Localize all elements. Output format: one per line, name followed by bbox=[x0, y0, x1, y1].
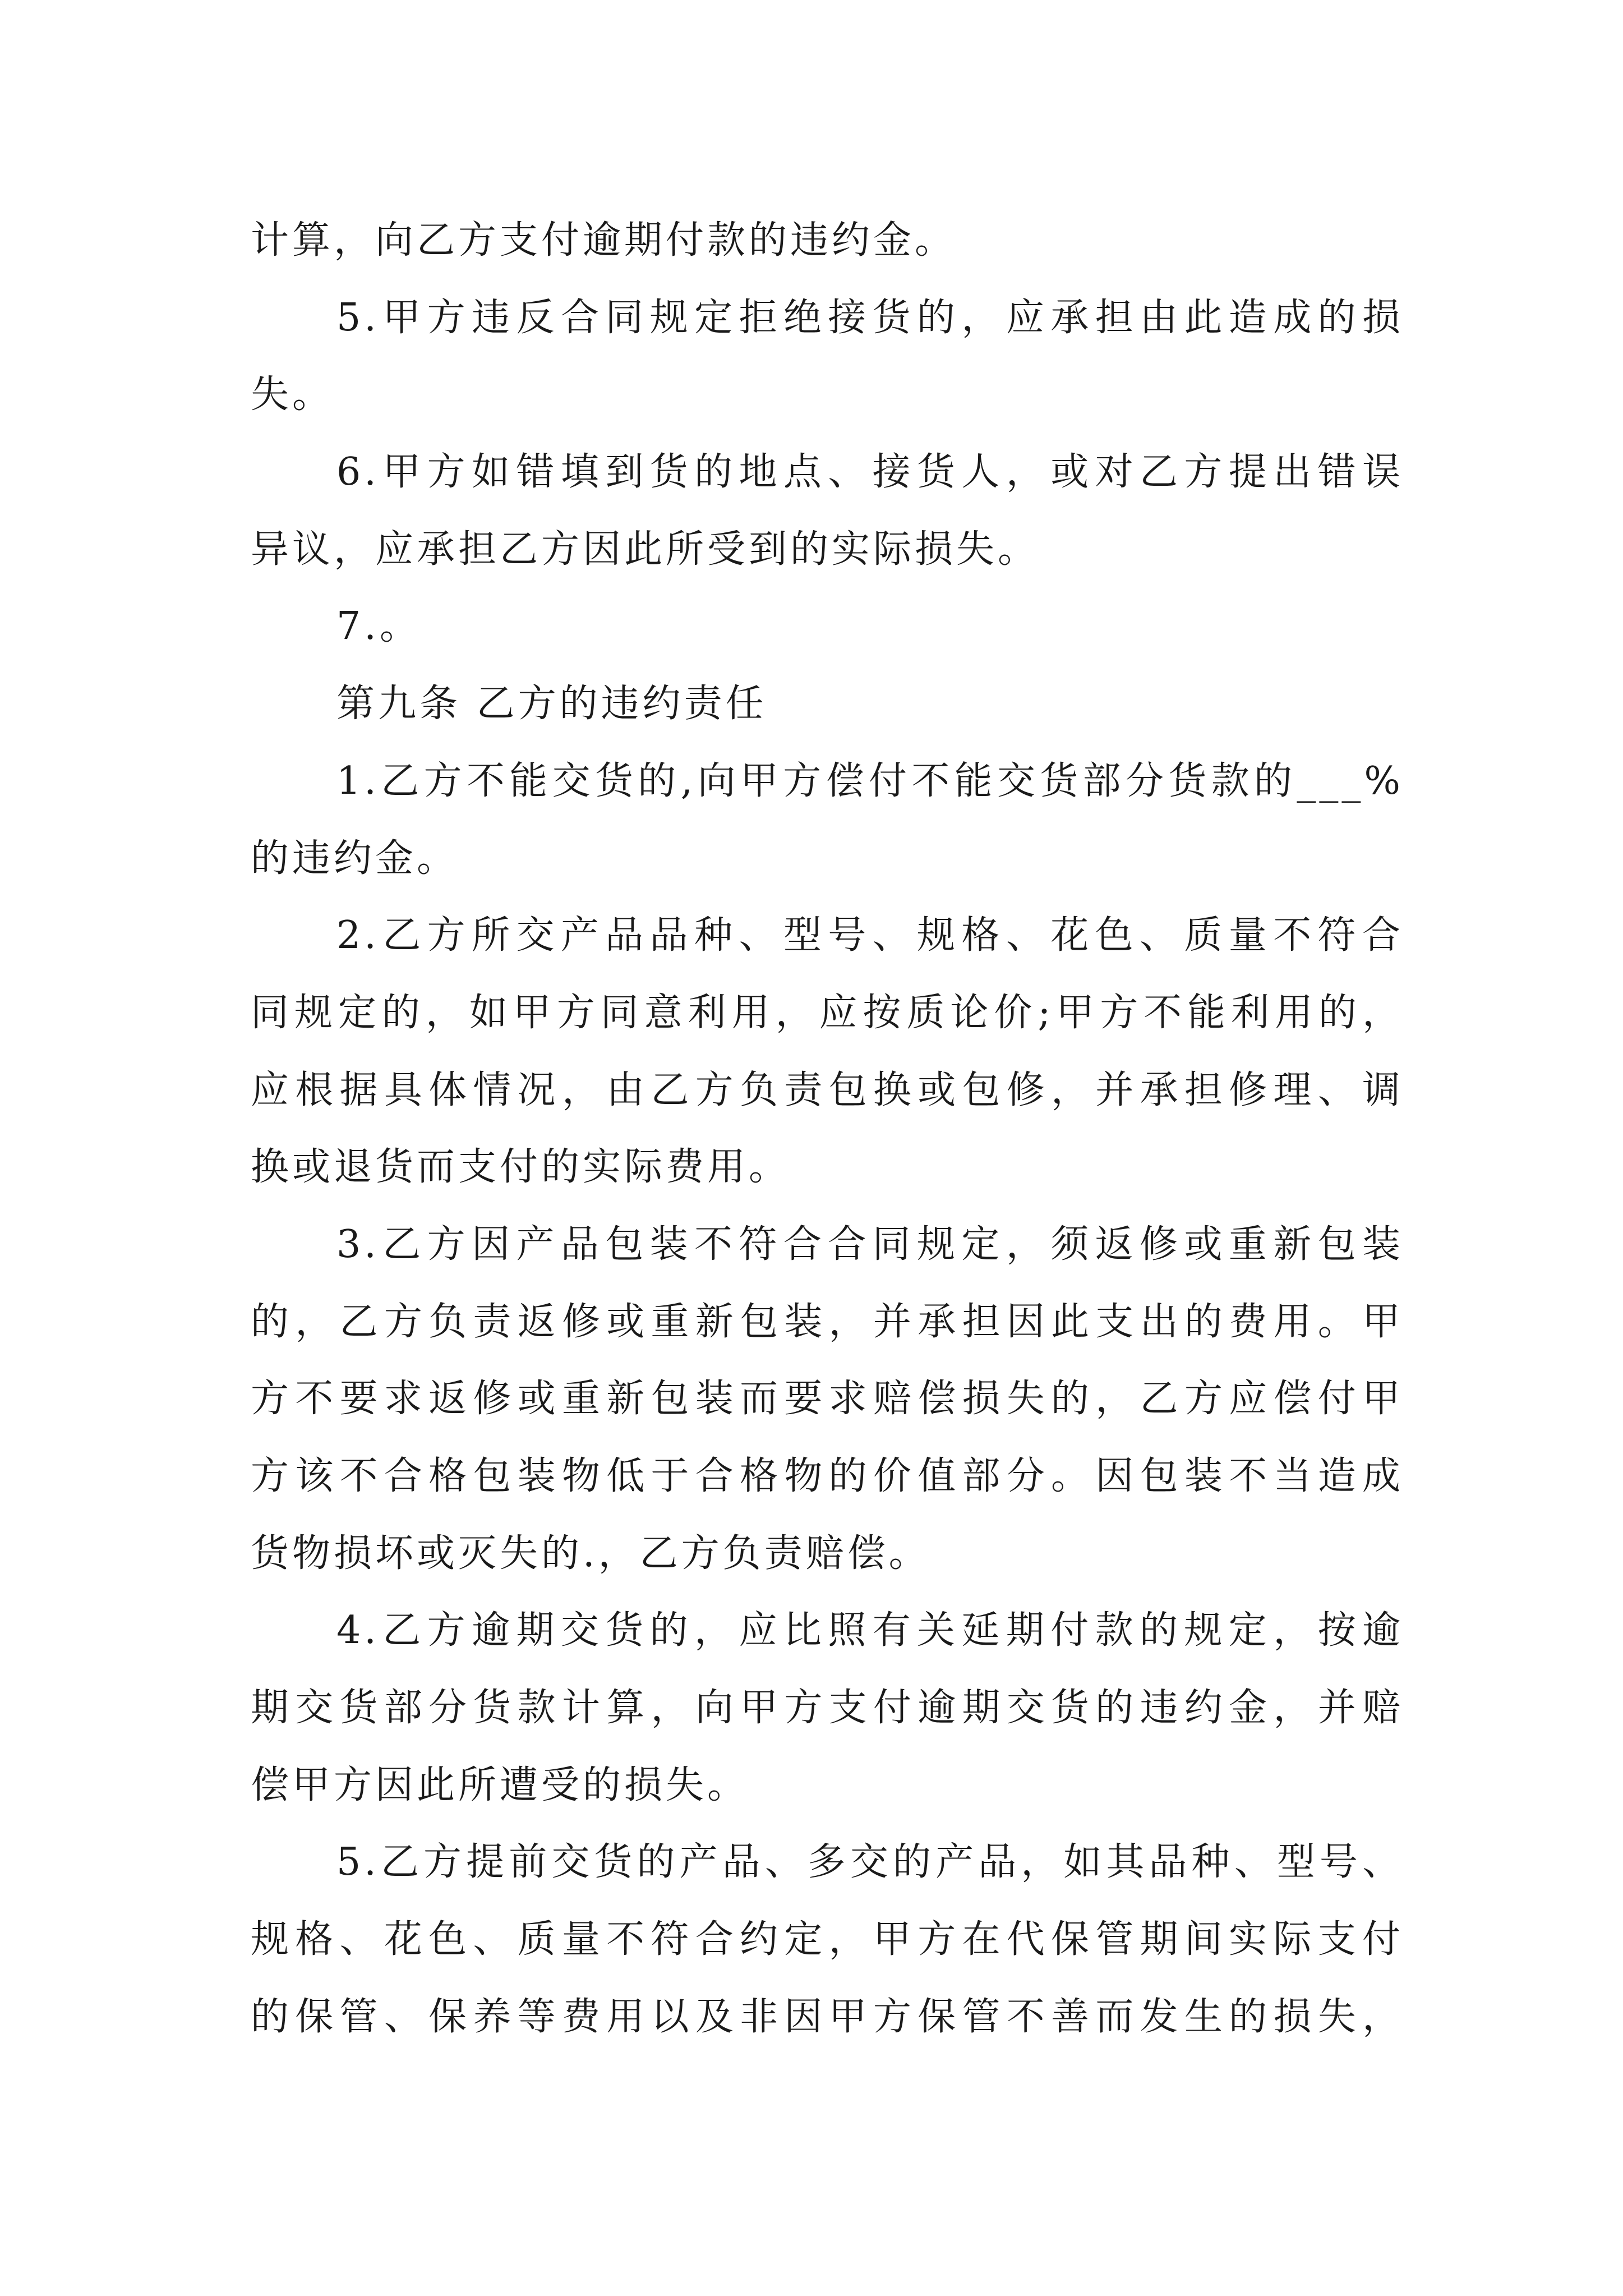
text-line: 失。 bbox=[251, 372, 334, 417]
paragraph-item-5 bbox=[251, 279, 1404, 434]
text-line: 的，乙方负责返修或重新包装，并承担因此支出的费用。甲 bbox=[251, 1299, 1404, 1344]
text-line: 的违约金。 bbox=[251, 836, 459, 881]
paragraph-clause-2 bbox=[251, 897, 1404, 1206]
paragraph-clause-4 bbox=[251, 1592, 1404, 1824]
text-line: 4.乙方逾期交货的，应比照有关延期付款的规定，按逾 bbox=[336, 1608, 1404, 1653]
text-line: 规格、花色、质量不符合约定，甲方在代保管期间实际支付 bbox=[251, 1917, 1404, 1962]
text-line: 3.乙方因产品包装不符合合同规定，须返修或重新包装 bbox=[336, 1222, 1404, 1267]
text-line: 方该不合格包装物低于合格物的价值部分。因包装不当造成 bbox=[251, 1454, 1404, 1498]
paragraph-item-6 bbox=[251, 434, 1404, 588]
text-line: 应根据具体情况，由乙方负责包换或包修，并承担修理、调 bbox=[251, 1068, 1404, 1112]
paragraph-clause-1 bbox=[251, 743, 1404, 897]
text-line: 异议，应承担乙方因此所受到的实际损失。 bbox=[251, 527, 1040, 572]
text-line: 计算，向乙方支付逾期付款的违约金。 bbox=[251, 218, 957, 263]
text-line: 换或退货而支付的实际费用。 bbox=[251, 1145, 791, 1190]
text-line: 6.甲方如错填到货的地点、接货人，或对乙方提出错误 bbox=[336, 450, 1404, 495]
paragraph-continued bbox=[251, 202, 1404, 279]
paragraph-clause-3 bbox=[251, 1206, 1404, 1592]
text-line: 2.乙方所交产品品种、型号、规格、花色、质量不符合 bbox=[336, 913, 1404, 958]
text-line: 5.甲方违反合同规定拒绝接货的，应承担由此造成的损 bbox=[336, 295, 1404, 340]
text-line: 7.。 bbox=[336, 604, 421, 649]
text-line: 的保管、保养等费用以及非因甲方保管不善而发生的损失， bbox=[251, 1994, 1404, 2039]
text-line: 5.乙方提前交货的产品、多交的产品，如其品种、型号、 bbox=[336, 1840, 1404, 1885]
text-line: 期交货部分货款计算，向甲方支付逾期交货的违约金，并赔 bbox=[251, 1686, 1404, 1731]
document-body bbox=[251, 202, 1404, 2056]
text-line: 1.乙方不能交货的,向甲方偿付不能交货部分货款的___% bbox=[336, 758, 1404, 803]
text-line: 方不要求返修或重新包装而要求赔偿损失的，乙方应偿付甲 bbox=[251, 1377, 1404, 1421]
section-heading bbox=[251, 665, 1404, 743]
heading-line: 第九条 乙方的违约责任 bbox=[336, 682, 767, 726]
text-line: 货物损坏或灭失的.，乙方负责赔偿。 bbox=[251, 1531, 930, 1576]
paragraph-clause-5 bbox=[251, 1824, 1404, 2055]
text-line: 偿甲方因此所遭受的损失。 bbox=[251, 1763, 749, 1807]
text-line: 同规定的，如甲方同意利用，应按质论价;甲方不能利用的， bbox=[251, 990, 1404, 1035]
paragraph-item-7 bbox=[251, 588, 1404, 665]
